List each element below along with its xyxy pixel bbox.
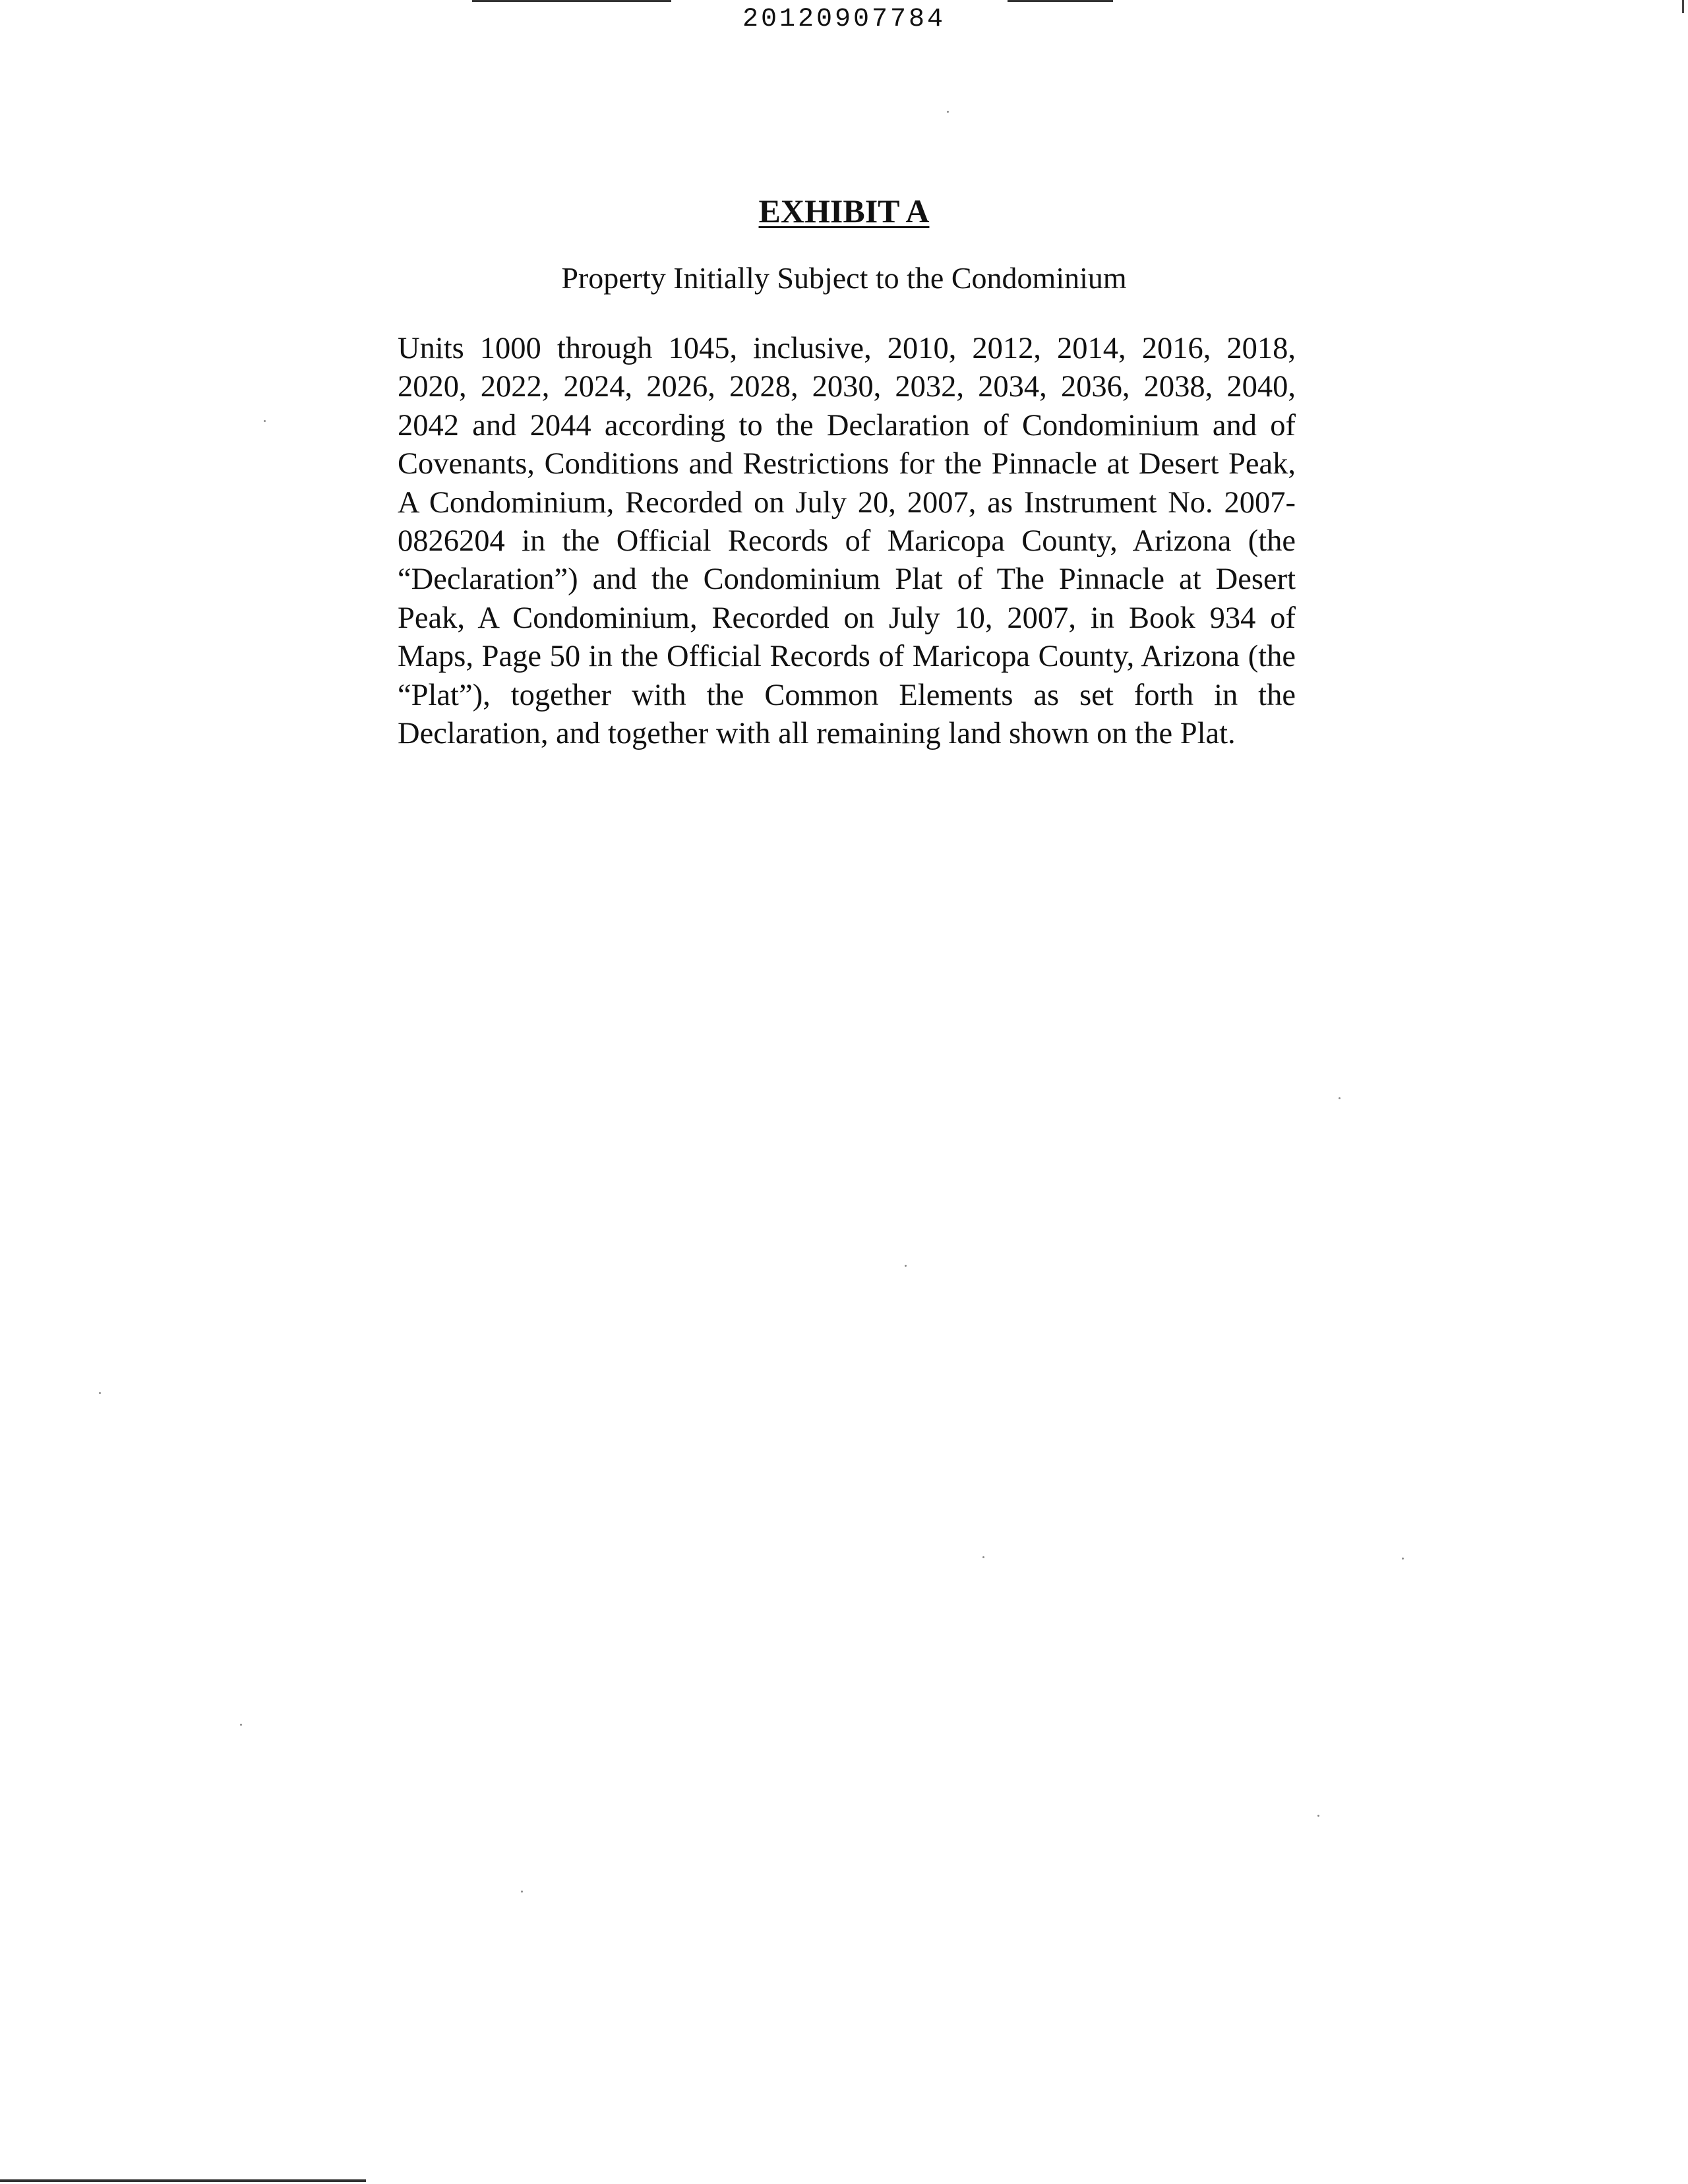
scan-speck — [1402, 1558, 1404, 1560]
scan-speck — [947, 111, 949, 113]
exhibit-title: EXHIBIT A — [758, 193, 930, 229]
legal-description-paragraph: Units 1000 through 1045, inclusive, 2010, 2012, 2014, 2016, 2018, 2020, 2022, 2024, 2026, 2028, 2030, 2032, 2034, 2036, 2038, 2040, 2042 and 2044 according to the Declaration of Condominium and of Covenants, Conditions and Restrictions for the Pinnacle at Desert Peak, A Condominium, Recorded on July 20, 2007, as Instrument No. 2007-0826204 in the Official Records of Maricopa County, Arizona (the “Declaration”) and the Condominium Plat of The Pinnacle at Desert Peak, A Condominium, Recorded on July 10, 2007, in Book 934 of Maps, Page 50 in the Official Records of Maricopa County, Arizona (the “Plat”), together with the Common Elements as set forth in the Declaration, and together with all remaining land shown on the Plat. — [398, 332, 1296, 751]
scan-speck — [1339, 1097, 1341, 1099]
scan-rule-top-left — [472, 0, 671, 2]
scan-rule-bottom-left — [0, 2179, 366, 2182]
scan-speck — [240, 1724, 242, 1726]
recording-number: 20120907784 — [742, 5, 946, 34]
scan-speck — [905, 1265, 907, 1267]
scan-speck — [982, 1556, 984, 1558]
scan-speck — [264, 420, 266, 422]
scan-speck — [521, 1891, 523, 1893]
scan-rule-top-right — [1008, 0, 1113, 2]
exhibit-subtitle: Property Initially Subject to the Condominium — [561, 261, 1127, 295]
scan-speck — [1317, 1815, 1319, 1817]
scan-speck — [99, 1392, 101, 1394]
